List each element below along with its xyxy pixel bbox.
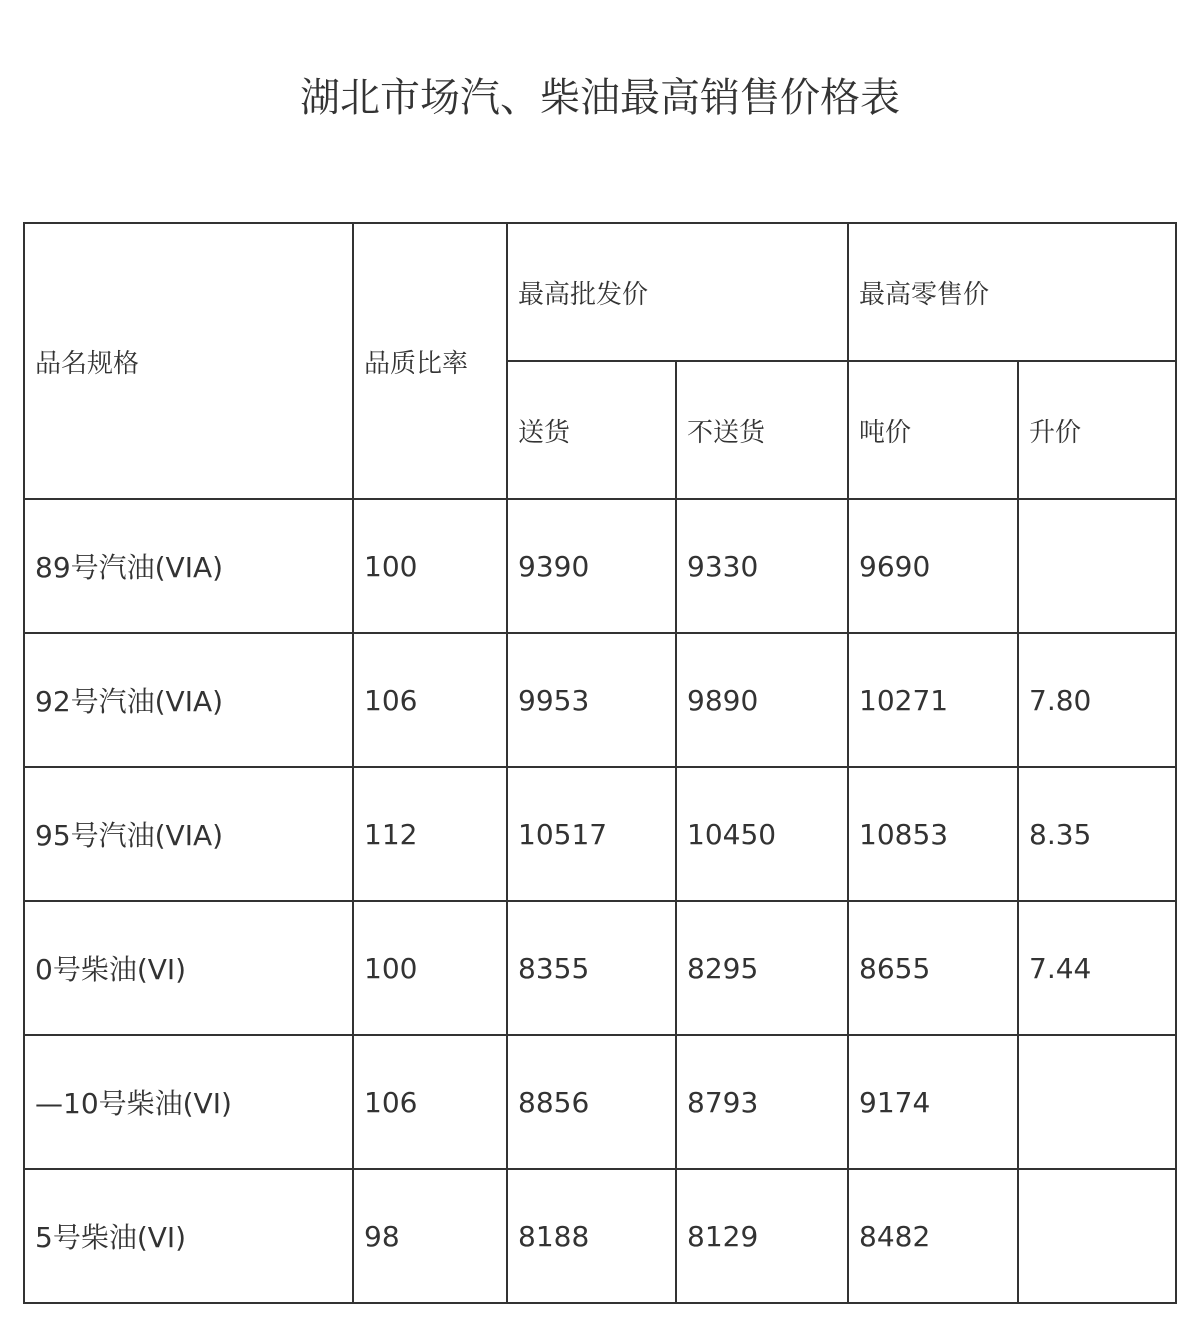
cell-per-ton: 8482 bbox=[848, 1169, 1018, 1303]
header-max-wholesale: 最高批发价 bbox=[507, 223, 848, 361]
cell-name: 92号汽油(VIA) bbox=[24, 633, 353, 767]
cell-per-liter bbox=[1018, 1035, 1176, 1169]
header-per-liter: 升价 bbox=[1018, 361, 1176, 499]
cell-no-delivery: 9890 bbox=[676, 633, 848, 767]
cell-delivery: 9390 bbox=[507, 499, 676, 633]
cell-delivery: 8188 bbox=[507, 1169, 676, 1303]
cell-per-liter: 7.44 bbox=[1018, 901, 1176, 1035]
table-row bbox=[24, 767, 1176, 901]
cell-delivery: 8856 bbox=[507, 1035, 676, 1169]
cell-name: 5号柴油(VI) bbox=[24, 1169, 353, 1303]
header-delivery: 送货 bbox=[507, 361, 676, 499]
cell-ratio: 112 bbox=[353, 767, 507, 901]
cell-no-delivery: 8295 bbox=[676, 901, 848, 1035]
cell-per-ton: 8655 bbox=[848, 901, 1018, 1035]
cell-per-liter: 8.35 bbox=[1018, 767, 1176, 901]
table-row bbox=[24, 1035, 1176, 1169]
table-row bbox=[24, 633, 1176, 767]
header-name-spec: 品名规格 bbox=[24, 223, 353, 499]
table-row bbox=[24, 901, 1176, 1035]
cell-per-liter bbox=[1018, 499, 1176, 633]
cell-ratio: 106 bbox=[353, 633, 507, 767]
cell-name: 89号汽油(VIA) bbox=[24, 499, 353, 633]
cell-per-ton: 9174 bbox=[848, 1035, 1018, 1169]
cell-ratio: 100 bbox=[353, 901, 507, 1035]
cell-per-ton: 10853 bbox=[848, 767, 1018, 901]
cell-ratio: 98 bbox=[353, 1169, 507, 1303]
cell-name: 95号汽油(VIA) bbox=[24, 767, 353, 901]
cell-per-liter: 7.80 bbox=[1018, 633, 1176, 767]
header-row-top bbox=[24, 223, 1176, 361]
header-per-ton: 吨价 bbox=[848, 361, 1018, 499]
table-row bbox=[24, 1169, 1176, 1303]
cell-no-delivery: 10450 bbox=[676, 767, 848, 901]
cell-no-delivery: 8793 bbox=[676, 1035, 848, 1169]
page-title: 湖北市场汽、柴油最高销售价格表 bbox=[300, 75, 900, 121]
cell-per-ton: 9690 bbox=[848, 499, 1018, 633]
cell-delivery: 8355 bbox=[507, 901, 676, 1035]
header-no-delivery: 不送货 bbox=[676, 361, 848, 499]
price-table bbox=[23, 222, 1177, 1304]
header-max-retail: 最高零售价 bbox=[848, 223, 1176, 361]
cell-no-delivery: 8129 bbox=[676, 1169, 848, 1303]
cell-name: —10号柴油(VI) bbox=[24, 1035, 353, 1169]
cell-delivery: 10517 bbox=[507, 767, 676, 901]
cell-no-delivery: 9330 bbox=[676, 499, 848, 633]
cell-per-ton: 10271 bbox=[848, 633, 1018, 767]
cell-per-liter bbox=[1018, 1169, 1176, 1303]
cell-name: 0号柴油(VI) bbox=[24, 901, 353, 1035]
cell-ratio: 106 bbox=[353, 1035, 507, 1169]
table-row bbox=[24, 499, 1176, 633]
cell-ratio: 100 bbox=[353, 499, 507, 633]
header-quality-ratio: 品质比率 bbox=[353, 223, 507, 499]
cell-delivery: 9953 bbox=[507, 633, 676, 767]
